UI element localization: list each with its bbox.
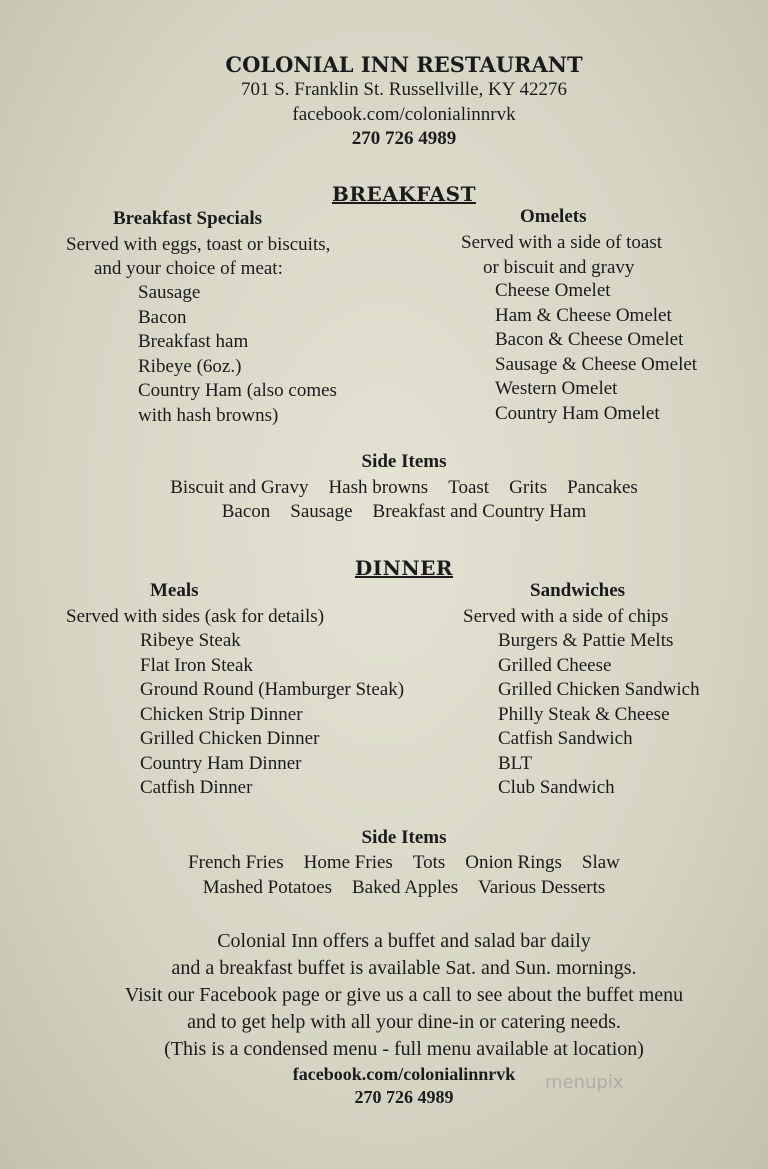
list-item: Bacon: [138, 306, 187, 328]
footer-line: Colonial Inn offers a buffet and salad bar daily: [217, 930, 591, 952]
list-item: Country Ham Omelet: [495, 402, 660, 424]
list-item: Bacon: [221, 501, 271, 522]
list-item: Sausage & Cheese Omelet: [495, 353, 698, 375]
phone-number: 270 726 4989: [351, 128, 457, 149]
list-item: Club Sandwich: [498, 777, 615, 798]
breakfast-specials-desc: Served with eggs, toast or biscuits,: [66, 234, 331, 255]
list-item: Sausage: [290, 501, 353, 522]
list-item: Ribeye Steak: [140, 630, 241, 651]
meals-list: [140, 629, 404, 801]
list-item: Country Ham (also comes: [138, 380, 337, 401]
dinner-side-items-row: [20, 876, 768, 900]
list-item: with hash browns): [138, 404, 279, 426]
omelets-list: [495, 279, 697, 426]
list-item: Home Fries: [303, 852, 393, 873]
list-item: Chicken Strip Dinner: [140, 703, 303, 725]
list-item: Grilled Cheese: [498, 654, 612, 676]
list-item: Ham & Cheese Omelet: [495, 304, 672, 326]
list-item: Toast: [448, 477, 490, 498]
list-item: Hash browns: [328, 477, 429, 498]
watermark: menupix: [545, 1072, 624, 1093]
sandwiches-list: [498, 629, 700, 801]
breakfast-side-items-row: [20, 476, 768, 500]
list-item: Pancakes: [567, 477, 638, 498]
breakfast-specials-heading: Breakfast Specials: [113, 208, 263, 229]
list-item: Grilled Chicken Sandwich: [498, 679, 700, 700]
list-item: Breakfast ham: [138, 331, 249, 352]
meals-heading: Meals: [150, 580, 199, 601]
list-item: Biscuit and Gravy: [170, 477, 309, 498]
sandwiches-desc: Served with a side of chips: [463, 606, 669, 627]
list-item: Philly Steak & Cheese: [498, 703, 670, 725]
list-item: Grits: [509, 477, 548, 498]
list-item: Tots: [412, 852, 446, 873]
footer-line: Visit our Facebook page or give us a call to see about the buffet menu: [124, 984, 684, 1006]
restaurant-address: 701 S. Franklin St. Russellville, KY 42276: [240, 79, 567, 100]
list-item: Ground Round (Hamburger Steak): [140, 679, 405, 700]
list-item: Cheese Omelet: [495, 280, 611, 301]
facebook-link[interactable]: facebook.com/colonialinnrvk: [292, 104, 516, 125]
list-item: Breakfast and Country Ham: [372, 501, 587, 522]
sandwiches-heading: Sandwiches: [530, 580, 626, 601]
footer-facebook-link[interactable]: facebook.com/colonialinnrvk: [292, 1064, 516, 1084]
list-item: BLT: [498, 752, 533, 774]
footer-phone-number: 270 726 4989: [354, 1087, 454, 1107]
footer-line: (This is a condensed menu - full menu available at location): [164, 1038, 644, 1060]
omelets-heading: Omelets: [520, 206, 587, 227]
breakfast-specials-desc: and your choice of meat:: [94, 258, 283, 279]
list-item: Mashed Potatoes: [202, 877, 333, 898]
footer-line: and a breakfast buffet is available Sat. and Sun. mornings.: [171, 957, 637, 979]
list-item: Slaw: [581, 852, 620, 873]
list-item: Country Ham Dinner: [140, 752, 302, 774]
meals-desc: Served with sides (ask for details): [66, 606, 325, 627]
footer-line: and to get help with all your dine-in or catering needs.: [187, 1011, 621, 1033]
dinner-title: DINNER: [354, 556, 454, 580]
breakfast-side-items-row: [20, 500, 768, 524]
omelets-desc: or biscuit and gravy: [483, 257, 635, 278]
list-item: Sausage: [138, 282, 201, 303]
list-item: Western Omelet: [495, 378, 618, 399]
list-item: Bacon & Cheese Omelet: [495, 329, 684, 350]
list-item: Onion Rings: [465, 852, 562, 873]
omelets-desc: Served with a side of toast: [461, 232, 663, 253]
list-item: Various Desserts: [478, 877, 606, 898]
dinner-side-items-row: [20, 851, 768, 875]
breakfast-specials-list: [138, 281, 337, 428]
list-item: French Fries: [188, 852, 284, 873]
list-item: Catfish Sandwich: [498, 728, 633, 749]
list-item: Grilled Chicken Dinner: [140, 728, 320, 749]
list-item: Burgers & Pattie Melts: [498, 630, 674, 651]
list-item: Catfish Dinner: [140, 777, 253, 798]
list-item: Ribeye (6oz.): [138, 355, 242, 377]
list-item: Flat Iron Steak: [140, 654, 253, 676]
breakfast-title: BREAKFAST: [331, 182, 477, 206]
dinner-side-items-heading: Side Items: [361, 827, 447, 848]
restaurant-name: COLONIAL INN RESTAURANT: [225, 52, 583, 77]
breakfast-side-items-heading: Side Items: [361, 451, 447, 472]
footer-note: [20, 928, 768, 1063]
list-item: Baked Apples: [352, 877, 459, 898]
